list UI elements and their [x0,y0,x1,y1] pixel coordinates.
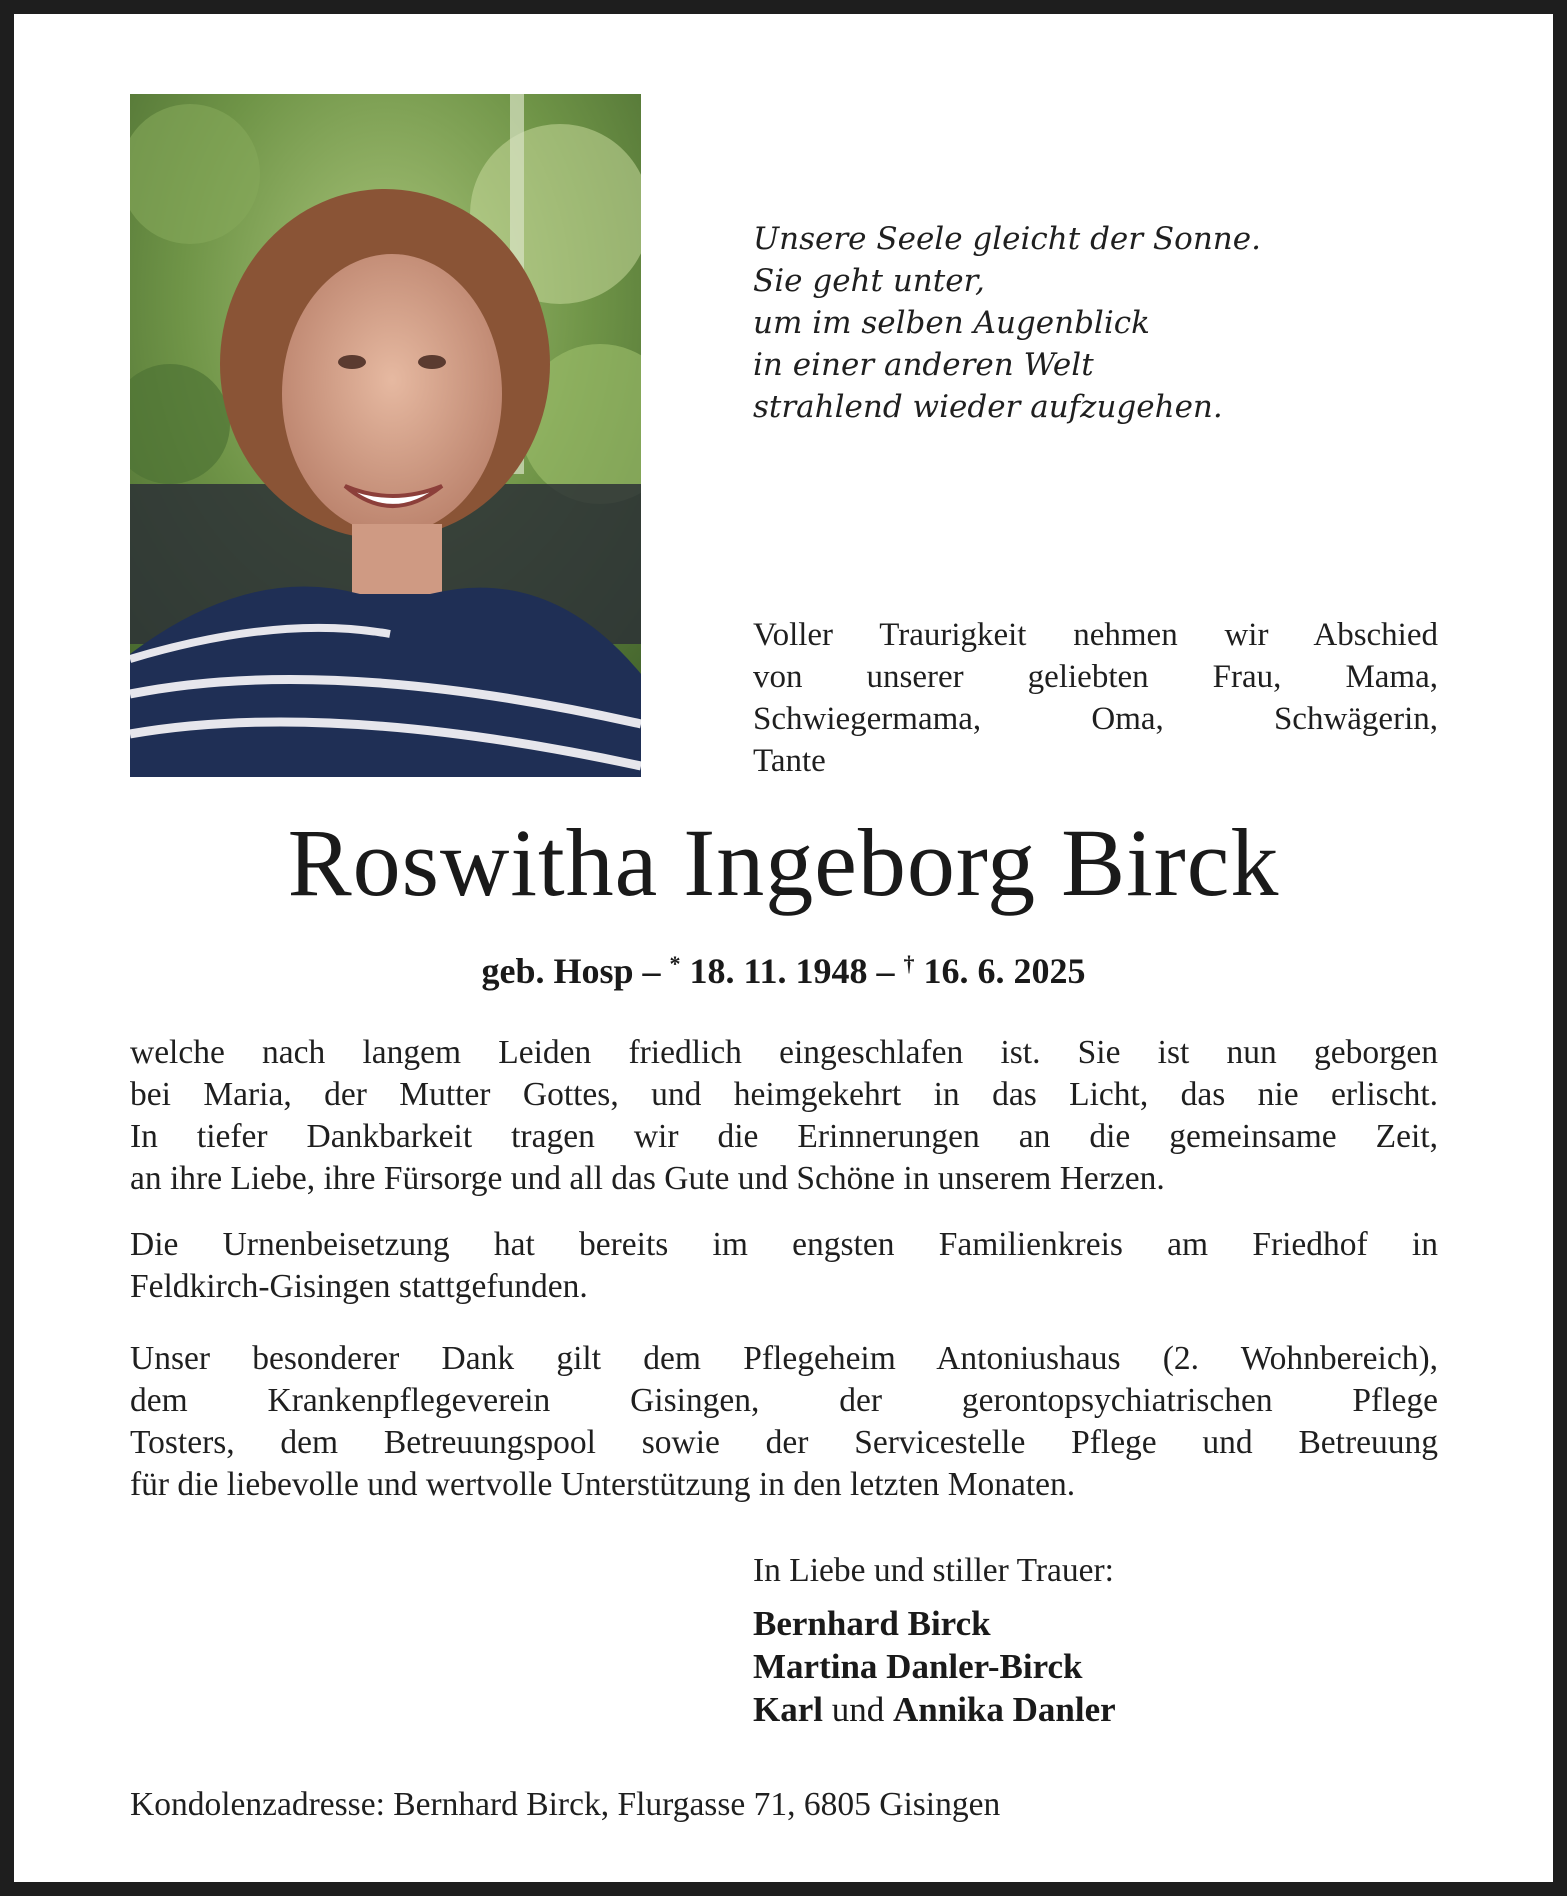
paragraph-line: In tiefer Dankbarkeit tragen wir die Erinnerungen an die gemeinsame Zeit, [130,1118,1438,1155]
paragraph-2 [130,1224,1438,1308]
paragraph-line: Unser besonderer Dank gilt dem Pflegeheim Antoniushaus (2. Wohnbereich), [130,1340,1438,1377]
paragraph-line: Feldkirch-Gisingen stattgefunden. [130,1268,588,1305]
closing-intro: In Liebe und stiller Trauer: [753,1552,1114,1589]
poem-line: Unsere Seele gleicht der Sonne. [753,221,1261,257]
paragraph-line: an ihre Liebe, ihre Fürsorge und all das Gute und Schöne in unserem Herzen. [130,1160,1165,1197]
poem-line: Sie geht unter, [753,263,985,299]
life-dates [0,942,1567,993]
maiden-name: geb. Hosp [481,951,634,991]
separator: – [633,951,670,991]
death-symbol: † [903,951,915,976]
paragraph-line: dem Krankenpflegeverein Gisingen, der gerontopsychiatrischen Pflege [130,1382,1438,1419]
signer: Annika Danler [892,1690,1116,1729]
poem [753,218,1453,428]
signer: Bernhard Birck [753,1604,991,1643]
intro-line: Tante [753,743,826,779]
death-date: 16. 6. 2025 [914,951,1086,991]
deceased-name: Roswitha Ingeborg Birck [287,809,1280,916]
intro-line: Schwiegermama, Oma, Schwägerin, [753,701,1438,737]
intro-line: Voller Traurigkeit nehmen wir Abschied [753,617,1438,653]
condolence-address: Kondolenzadresse: Bernhard Birck, Flurgasse 71, 6805 Gisingen [130,1786,1001,1823]
poem-line: um im selben Augenblick [753,305,1150,341]
paragraph-line: Die Urnenbeisetzung hat bereits im engsten Familienkreis am Friedhof in [130,1226,1438,1263]
portrait-photo [130,94,641,777]
birth-date: 18. 11. 1948 [680,951,868,991]
intro-line: von unserer geliebten Frau, Mama, [753,659,1438,695]
paragraph-line: für die liebevolle und wertvolle Unterstützung in den letzten Monaten. [130,1466,1076,1503]
poem-line: in einer anderen Welt [753,347,1094,383]
paragraph-line: welche nach langem Leiden friedlich eingeschlafen ist. Sie ist nun geborgen [130,1034,1438,1071]
signers [753,1602,1453,1731]
paragraph-line: bei Maria, der Mutter Gottes, und heimgekehrt in das Licht, das nie erlischt. [130,1076,1438,1113]
poem-line: strahlend wieder aufzugehen. [753,389,1223,425]
paragraph-1 [130,1032,1438,1200]
signer-and: und [822,1690,893,1729]
signer-line [753,1688,1453,1731]
separator: – [867,951,904,991]
paragraph-3 [130,1338,1438,1506]
paragraph-line: Tosters, dem Betreuungspool sowie der Servicestelle Pflege und Betreuung [130,1424,1438,1461]
birth-symbol: * [669,951,681,976]
intro-text [753,614,1438,782]
signer: Karl [753,1690,823,1729]
signer: Martina Danler-Birck [753,1647,1083,1686]
